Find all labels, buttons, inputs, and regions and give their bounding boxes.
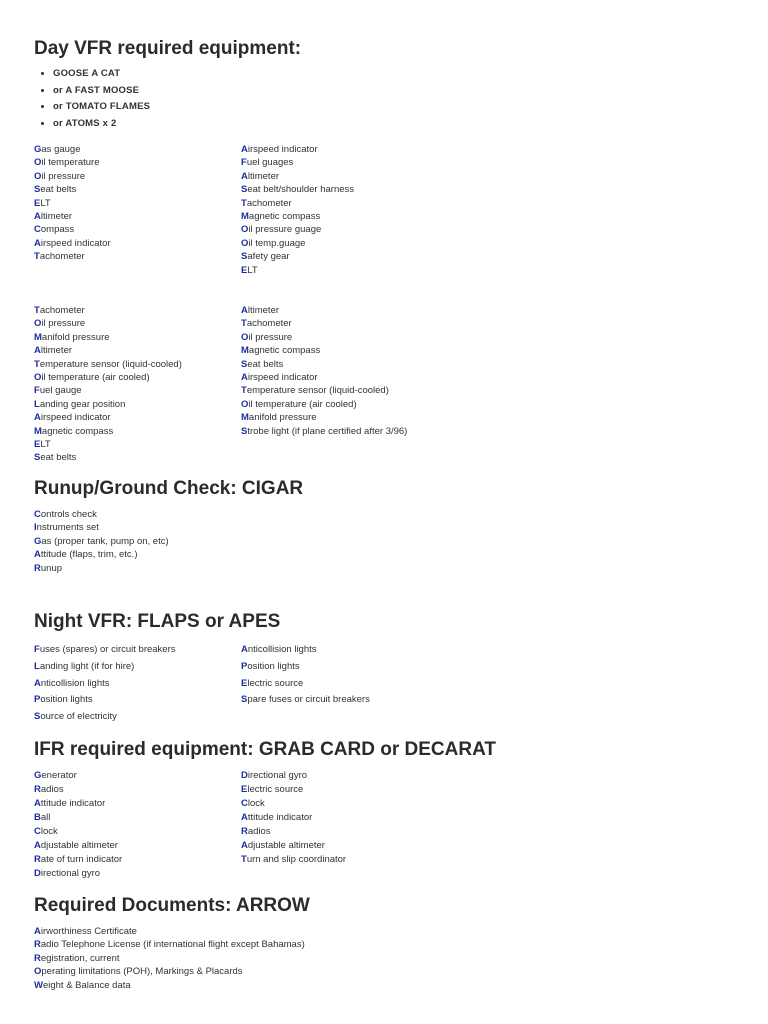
list-item xyxy=(34,853,122,867)
list-item xyxy=(241,183,354,196)
mnemonic-initial: O xyxy=(241,237,249,249)
list-item xyxy=(241,210,354,223)
list-item xyxy=(241,839,346,853)
item-text: agnetic compass xyxy=(41,425,114,437)
list-item xyxy=(241,411,407,424)
mnemonic-initial: B xyxy=(34,812,41,823)
item-text: anifold pressure xyxy=(248,412,317,424)
item-text: il pressure xyxy=(41,318,86,330)
mnemonic-initial: O xyxy=(34,170,42,182)
mnemonic-initial: F xyxy=(34,644,40,655)
item-text: unup xyxy=(40,562,63,574)
list-item xyxy=(34,358,182,371)
list-item xyxy=(241,237,354,250)
list-item xyxy=(34,197,111,210)
list-item xyxy=(34,535,169,548)
mnemonic-initial: S xyxy=(241,425,248,437)
list-item xyxy=(34,839,122,853)
mnemonic-initial: R xyxy=(34,952,41,964)
mnemonic-initial: A xyxy=(241,170,248,182)
list-item xyxy=(34,825,122,839)
list-item xyxy=(241,358,407,371)
mnemonic-initial: A xyxy=(34,211,41,223)
list-item xyxy=(34,797,122,811)
item-text: agnetic compass xyxy=(248,345,321,357)
list-item xyxy=(34,237,111,250)
mnemonic-initial: I xyxy=(34,522,37,534)
list-item xyxy=(34,170,111,183)
list-item xyxy=(241,197,354,210)
list-item xyxy=(241,797,346,811)
list-item xyxy=(34,676,176,693)
list-item xyxy=(241,344,407,357)
item-text: osition lights xyxy=(247,660,300,672)
mnemonic-initial: A xyxy=(241,144,248,155)
mnemonic-initial: R xyxy=(241,826,248,837)
flaps-list xyxy=(34,642,176,726)
heading-day-vfr: Day VFR required equipment: xyxy=(34,38,302,59)
item-text: il temperature (air cooled) xyxy=(41,372,150,384)
mnemonic-initial: S xyxy=(34,711,41,723)
mnemonic-initial: A xyxy=(34,840,41,851)
item-text: nstruments set xyxy=(36,522,99,534)
item-text: uses (spares) or circuit breakers xyxy=(39,644,176,655)
mnemonic-initial: R xyxy=(34,854,41,865)
mnemonic-initial: M xyxy=(241,211,249,223)
list-item xyxy=(241,398,407,411)
mnemonic-initial: T xyxy=(34,251,40,263)
mnemonic-initial: C xyxy=(241,798,248,809)
item-text: urn and slip coordinator xyxy=(246,854,347,865)
heading-ifr: IFR required equipment: GRAB CARD or DECARAT xyxy=(34,739,496,760)
arrow-list xyxy=(34,925,305,992)
item-text: osition lights xyxy=(40,694,93,706)
mnemonic-initial: A xyxy=(34,798,41,809)
item-text: as (proper tank, pump on, etc) xyxy=(41,535,169,547)
mnemonic-initial: G xyxy=(34,535,42,547)
item-text: pare fuses or circuit breakers xyxy=(247,694,370,706)
list-item xyxy=(34,210,111,223)
item-text: anding light (if for hire) xyxy=(39,660,135,672)
list-item xyxy=(241,425,407,438)
mnemonic-initial: P xyxy=(241,660,248,672)
list-item xyxy=(241,384,407,397)
mnemonic-initial: E xyxy=(34,439,41,451)
item-text: as gauge xyxy=(41,144,81,155)
list-item xyxy=(241,783,346,797)
mnemonic-initial: T xyxy=(241,854,247,865)
apes-list xyxy=(241,642,370,709)
item-text: irworthiness Certificate xyxy=(40,926,137,937)
mnemonic-initial: E xyxy=(241,784,248,795)
list-item xyxy=(34,938,305,951)
mnemonic-initial: O xyxy=(241,224,249,236)
item-text: ttitude (flaps, trim, etc.) xyxy=(40,549,138,561)
mnemonic-initial: A xyxy=(34,237,41,249)
mnemonic-initial: R xyxy=(34,784,41,795)
mnemonic-initial: C xyxy=(34,826,41,837)
mnemonic-initial: S xyxy=(241,694,248,706)
bullet-item: • or A FAST MOOSE xyxy=(53,83,150,100)
a-fast-moose-list xyxy=(241,143,354,277)
list-item xyxy=(241,825,346,839)
mnemonic-initial: S xyxy=(241,184,248,196)
list-item xyxy=(34,143,111,156)
item-text: LT xyxy=(40,439,51,451)
mnemonic-initial: W xyxy=(34,979,43,991)
list-item xyxy=(241,642,370,659)
mnemonic-initial: D xyxy=(241,770,248,781)
grab-card-list xyxy=(34,769,122,881)
heading-runup-cigar: Runup/Ground Check: CIGAR xyxy=(34,478,304,499)
item-text: lectric source xyxy=(247,677,304,689)
cigar-list xyxy=(34,508,169,575)
list-item xyxy=(34,979,305,992)
item-text: trobe light (if plane certified after 3/96) xyxy=(247,425,408,437)
list-item xyxy=(34,965,305,978)
list-item xyxy=(241,853,346,867)
list-item xyxy=(241,659,370,676)
mnemonic-initial: S xyxy=(34,452,41,464)
mnemonic-initial: P xyxy=(34,694,41,706)
item-text: il temperature (air cooled) xyxy=(248,398,357,410)
list-item xyxy=(34,250,111,263)
item-text: irectional gyro xyxy=(40,868,101,879)
item-text: irspeed indicator xyxy=(247,144,318,155)
item-text: lock xyxy=(247,798,265,809)
tomato-flames-list xyxy=(34,304,182,465)
list-item xyxy=(34,304,182,317)
mnemonic-initial: A xyxy=(241,305,248,316)
mnemonic-initial: R xyxy=(34,939,41,951)
bullet-item: • or TOMATO FLAMES xyxy=(53,99,150,116)
list-item xyxy=(241,317,407,330)
mnemonic-initial: A xyxy=(34,926,41,937)
mnemonic-initial: A xyxy=(241,840,248,851)
decarat-list xyxy=(241,769,346,867)
list-item xyxy=(34,642,176,659)
list-item xyxy=(34,659,176,676)
list-item xyxy=(34,548,169,561)
item-text: uel guages xyxy=(246,157,294,169)
list-item xyxy=(241,811,346,825)
mnemonic-initial: M xyxy=(34,425,42,437)
mnemonic-initial: S xyxy=(241,251,248,263)
list-item xyxy=(34,952,305,965)
list-item xyxy=(34,425,182,438)
mnemonic-initial: A xyxy=(34,677,41,689)
list-item xyxy=(34,156,111,169)
item-text: LT xyxy=(247,264,258,276)
mnemonic-initial: T xyxy=(241,385,247,397)
mnemonic-bullet-list xyxy=(34,66,150,132)
item-text: lock xyxy=(40,826,58,837)
mnemonic-initial: O xyxy=(241,331,249,343)
list-item xyxy=(34,344,182,357)
mnemonic-initial: O xyxy=(34,372,42,384)
list-item xyxy=(34,384,182,397)
mnemonic-initial: T xyxy=(34,305,40,316)
mnemonic-initial: F xyxy=(241,157,247,169)
item-text: djustable altimeter xyxy=(40,840,118,851)
mnemonic-initial: A xyxy=(241,812,248,823)
item-text: ontrols check xyxy=(40,509,97,520)
list-item xyxy=(34,331,182,344)
item-text: il pressure xyxy=(41,170,86,182)
mnemonic-initial: A xyxy=(34,345,41,357)
item-text: ttitude indicator xyxy=(40,798,106,809)
list-item xyxy=(241,676,370,693)
item-text: afety gear xyxy=(247,251,290,263)
item-text: achometer xyxy=(39,305,85,316)
item-text: anding gear position xyxy=(39,398,126,410)
atoms-x2-list xyxy=(241,304,407,438)
heading-night-vfr: Night VFR: FLAPS or APES xyxy=(34,611,281,632)
list-item xyxy=(34,223,111,236)
list-item xyxy=(241,331,407,344)
list-item xyxy=(34,769,122,783)
list-item xyxy=(34,867,122,881)
mnemonic-initial: G xyxy=(34,770,42,781)
item-text: nticollision lights xyxy=(40,677,110,689)
item-text: enerator xyxy=(41,770,77,781)
item-text: eat belts xyxy=(40,184,77,196)
item-text: ltimeter xyxy=(40,211,73,223)
mnemonic-initial: O xyxy=(34,157,42,169)
mnemonic-initial: L xyxy=(34,398,40,410)
item-text: ltimeter xyxy=(40,345,73,357)
list-item xyxy=(241,156,354,169)
item-text: irspeed indicator xyxy=(247,372,318,384)
item-text: emperature sensor (liquid-cooled) xyxy=(39,358,182,370)
list-item xyxy=(34,783,122,797)
item-text: ltimeter xyxy=(247,305,280,316)
list-item xyxy=(241,264,354,277)
list-item xyxy=(34,183,111,196)
item-text: irspeed indicator xyxy=(40,412,111,424)
item-text: adios xyxy=(40,784,64,795)
mnemonic-initial: A xyxy=(241,372,248,384)
mnemonic-initial: A xyxy=(241,644,248,655)
list-item xyxy=(241,223,354,236)
list-item xyxy=(34,925,305,938)
item-text: il pressure xyxy=(248,331,293,343)
item-text: ource of electricity xyxy=(40,711,117,723)
mnemonic-initial: T xyxy=(34,358,40,370)
list-item xyxy=(34,521,169,534)
mnemonic-initial: R xyxy=(34,562,41,574)
bullet-item: • GOOSE A CAT xyxy=(53,66,150,83)
mnemonic-initial: E xyxy=(241,264,248,276)
mnemonic-initial: G xyxy=(34,144,42,155)
item-text: perating limitations (POH), Markings & Placards xyxy=(41,966,243,978)
item-text: egistration, current xyxy=(40,952,120,964)
list-item xyxy=(34,398,182,411)
item-text: irspeed indicator xyxy=(40,237,111,249)
item-text: ompass xyxy=(40,224,75,236)
list-item xyxy=(34,508,169,521)
mnemonic-initial: O xyxy=(34,966,42,978)
item-text: achometer xyxy=(39,251,85,263)
item-text: eat belts xyxy=(247,358,284,370)
item-text: irectional gyro xyxy=(247,770,308,781)
mnemonic-initial: D xyxy=(34,868,41,879)
list-item xyxy=(241,304,407,317)
mnemonic-initial: T xyxy=(241,318,247,330)
item-text: il pressure guage xyxy=(248,224,322,236)
list-item xyxy=(241,371,407,384)
item-text: nticollision lights xyxy=(247,644,317,655)
item-text: anifold pressure xyxy=(41,331,110,343)
bullet-item: • or ATOMS x 2 xyxy=(53,116,150,133)
item-text: adios xyxy=(247,826,271,837)
item-text: all xyxy=(40,812,51,823)
item-text: agnetic compass xyxy=(248,211,321,223)
item-text: achometer xyxy=(246,197,292,209)
mnemonic-initial: C xyxy=(34,224,41,236)
list-item xyxy=(241,170,354,183)
item-text: ate of turn indicator xyxy=(40,854,123,865)
mnemonic-initial: A xyxy=(34,412,41,424)
item-text: eight & Balance data xyxy=(42,979,131,991)
list-item xyxy=(241,769,346,783)
list-item xyxy=(34,709,176,726)
item-text: achometer xyxy=(246,318,292,330)
item-text: lectric source xyxy=(247,784,304,795)
mnemonic-initial: O xyxy=(241,398,249,410)
mnemonic-initial: E xyxy=(241,677,248,689)
mnemonic-initial: O xyxy=(34,318,42,330)
list-item xyxy=(34,451,182,464)
list-item xyxy=(241,143,354,156)
list-item xyxy=(34,411,182,424)
list-item xyxy=(34,317,182,330)
mnemonic-initial: F xyxy=(34,385,40,397)
item-text: il temperature xyxy=(41,157,100,169)
item-text: emperature sensor (liquid-cooled) xyxy=(246,385,389,397)
item-text: adio Telephone License (if international flight except Bahamas) xyxy=(40,939,305,951)
mnemonic-initial: L xyxy=(34,660,40,672)
item-text: il temp.guage xyxy=(248,237,306,249)
item-text: eat belts xyxy=(40,452,77,464)
heading-required-documents: Required Documents: ARROW xyxy=(34,895,310,916)
mnemonic-initial: M xyxy=(34,331,42,343)
item-text: eat belt/shoulder harness xyxy=(247,184,355,196)
item-text: uel gauge xyxy=(39,385,82,397)
mnemonic-initial: S xyxy=(34,184,41,196)
item-text: LT xyxy=(40,197,51,209)
mnemonic-initial: S xyxy=(241,358,248,370)
mnemonic-initial: M xyxy=(241,345,249,357)
mnemonic-initial: E xyxy=(34,197,41,209)
list-item xyxy=(241,692,370,709)
list-item xyxy=(34,692,176,709)
mnemonic-initial: C xyxy=(34,509,41,520)
list-item xyxy=(34,371,182,384)
list-item xyxy=(241,250,354,263)
list-item xyxy=(34,811,122,825)
item-text: ttitude indicator xyxy=(247,812,313,823)
item-text: ltimeter xyxy=(247,170,280,182)
list-item xyxy=(34,438,182,451)
mnemonic-initial: A xyxy=(34,549,41,561)
goose-a-cat-list xyxy=(34,143,111,264)
item-text: djustable altimeter xyxy=(247,840,325,851)
mnemonic-initial: M xyxy=(241,412,249,424)
mnemonic-initial: T xyxy=(241,197,247,209)
list-item xyxy=(34,562,169,575)
